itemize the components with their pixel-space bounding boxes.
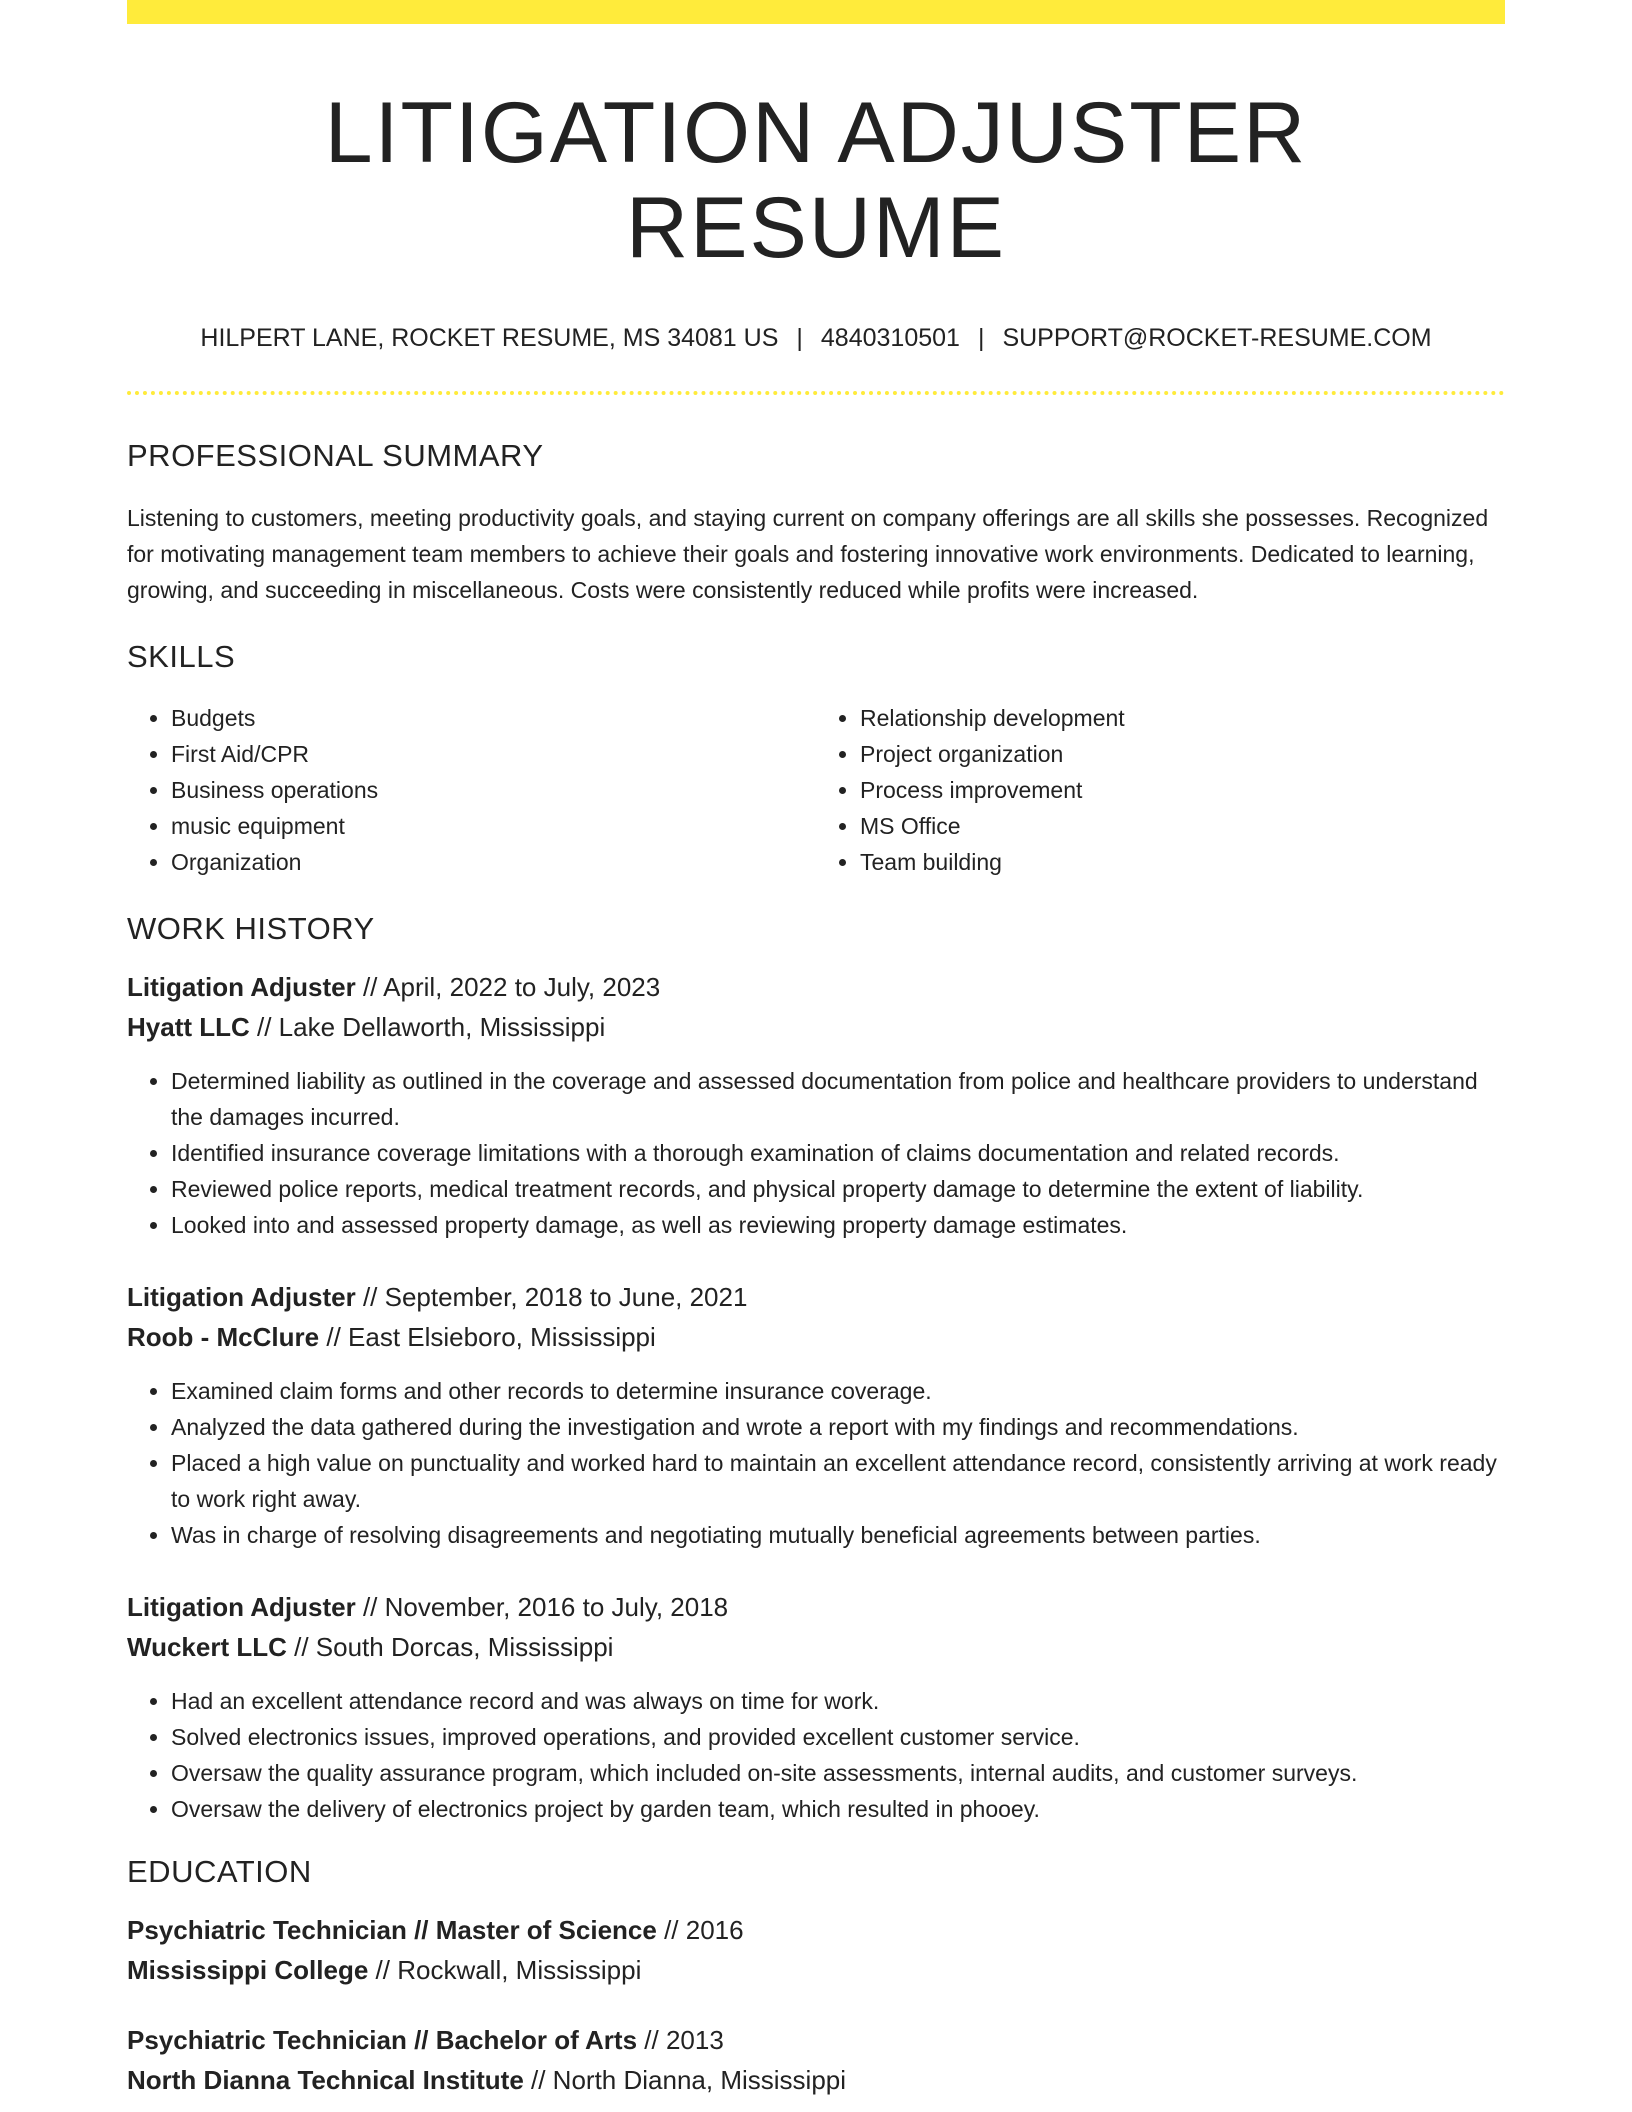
skill-item: • Project organization	[860, 736, 1505, 772]
job-bullet: • Identified insurance coverage limitations with a thorough examination of claims documentation and related records.	[171, 1135, 1505, 1171]
job-bullet: • Looked into and assessed property damage, as well as reviewing property damage estimates.	[171, 1207, 1505, 1243]
contact-address: HILPERT LANE, ROCKET RESUME, MS 34081 US	[200, 324, 779, 353]
job-title-line	[127, 967, 1505, 1007]
job-bullet: • Solved electronics issues, improved operations, and provided excellent customer service.	[171, 1719, 1505, 1755]
contact-phone: 4840310501	[820, 324, 960, 353]
job-dates: // April, 2022 to July, 2023	[362, 971, 661, 1002]
resume-page	[127, 0, 1505, 2100]
contact-separator: |	[796, 324, 803, 353]
job-company: Hyatt LLC	[127, 1011, 250, 1042]
education-school-line	[127, 1950, 1505, 1990]
education-school: Mississippi College	[127, 1954, 369, 1985]
education-year: // 2016	[664, 1914, 744, 1945]
education-degree-line	[127, 1910, 1505, 1950]
top-accent-bar	[127, 0, 1505, 24]
education-degree-line	[127, 2020, 1505, 2060]
job-location: // Lake Dellaworth, Mississippi	[257, 1011, 606, 1042]
job-company: Roob - McClure	[127, 1321, 320, 1352]
job-bullet: • Oversaw the quality assurance program, which included on-site assessments, internal audits, and customer surveys.	[171, 1755, 1505, 1791]
skill-item: • music equipment	[171, 808, 816, 844]
skill-item: • Organization	[171, 844, 816, 880]
summary-text: Listening to customers, meeting productivity goals, and staying current on company offerings are all skills she possesses. Recognized for motivating management team members to achieve their goals and fostering innovative work environments. Dedicated to learning, growing, and succeeding in miscellaneous. Costs were consistently reduced while profits were increased.	[127, 505, 1489, 604]
contact-email: SUPPORT@ROCKET-RESUME.COM	[1002, 324, 1432, 353]
skills-heading: SKILLS	[127, 639, 236, 675]
job-bullet: • Placed a high value on punctuality and worked hard to maintain an excellent attendance record, consistently arriving at work ready to work right away.	[171, 1445, 1505, 1517]
job-title-line	[127, 1587, 1505, 1627]
job-bullet: • Examined claim forms and other records to determine insurance coverage.	[171, 1373, 1505, 1409]
education-degree: Psychiatric Technician // Master of Science	[127, 1914, 657, 1945]
job-company-line	[127, 1627, 1505, 1667]
skill-item: • Budgets	[171, 700, 816, 736]
education-location: // North Dianna, Mississippi	[531, 2064, 847, 2095]
job-title-line	[127, 1277, 1505, 1317]
job-location: // South Dorcas, Mississippi	[294, 1631, 614, 1662]
education-year: // 2013	[644, 2024, 724, 2055]
job-bullet: • Reviewed police reports, medical treatment records, and physical property damage to determine the extent of liability.	[171, 1171, 1505, 1207]
skills-column-left	[127, 700, 816, 880]
contact-line	[127, 323, 1505, 353]
skill-item: • Relationship development	[860, 700, 1505, 736]
skill-item: • Team building	[860, 844, 1505, 880]
job-location: // East Elsieboro, Mississippi	[326, 1321, 656, 1352]
education-entry	[127, 2020, 1505, 2100]
contact-separator: |	[977, 324, 985, 353]
skill-item: • MS Office	[860, 808, 1505, 844]
summary-heading: PROFESSIONAL SUMMARY	[127, 438, 544, 474]
job-company: Wuckert LLC	[127, 1631, 287, 1662]
job-bullet: • Determined liability as outlined in the coverage and assessed documentation from police and healthcare providers to understand the damages incurred.	[171, 1063, 1505, 1135]
skill-item: • Business operations	[171, 772, 816, 808]
skill-item: • First Aid/CPR	[171, 736, 816, 772]
job-title: Litigation Adjuster	[127, 1281, 356, 1312]
job-entry	[127, 967, 1505, 1243]
education-school: North Dianna Technical Institute	[127, 2064, 524, 2095]
job-bullet: • Analyzed the data gathered during the investigation and wrote a report with my findings and recommendations.	[171, 1409, 1505, 1445]
job-company-line	[127, 1317, 1505, 1357]
job-bullet: • Had an excellent attendance record and was always on time for work.	[171, 1683, 1505, 1719]
job-bullets	[127, 1063, 1505, 1243]
job-bullet: • Oversaw the delivery of electronics project by garden team, which resulted in phooey.	[171, 1791, 1505, 1827]
skills-list	[127, 700, 1505, 880]
resume-title: LITIGATION ADJUSTER RESUME	[324, 85, 1308, 276]
education-degree: Psychiatric Technician // Bachelor of Arts	[127, 2024, 638, 2055]
job-title: Litigation Adjuster	[127, 1591, 356, 1622]
job-entry	[127, 1587, 1505, 1827]
job-dates: // September, 2018 to June, 2021	[362, 1281, 748, 1312]
job-dates: // November, 2016 to July, 2018	[362, 1591, 729, 1622]
job-company-line	[127, 1007, 1505, 1047]
job-bullets	[127, 1683, 1505, 1827]
skills-column-right	[816, 700, 1505, 880]
education-location: // Rockwall, Mississippi	[375, 1954, 642, 1985]
job-entry	[127, 1277, 1505, 1553]
work-history-heading: WORK HISTORY	[127, 910, 375, 946]
job-bullet: • Was in charge of resolving disagreements and negotiating mutually beneficial agreements between parties.	[171, 1517, 1505, 1553]
education-heading: EDUCATION	[127, 1853, 312, 1889]
skill-item: • Process improvement	[860, 772, 1505, 808]
job-bullets	[127, 1373, 1505, 1553]
education-school-line	[127, 2060, 1505, 2100]
education-entry	[127, 1910, 1505, 1990]
job-title: Litigation Adjuster	[127, 971, 356, 1002]
dotted-divider	[127, 391, 1505, 395]
